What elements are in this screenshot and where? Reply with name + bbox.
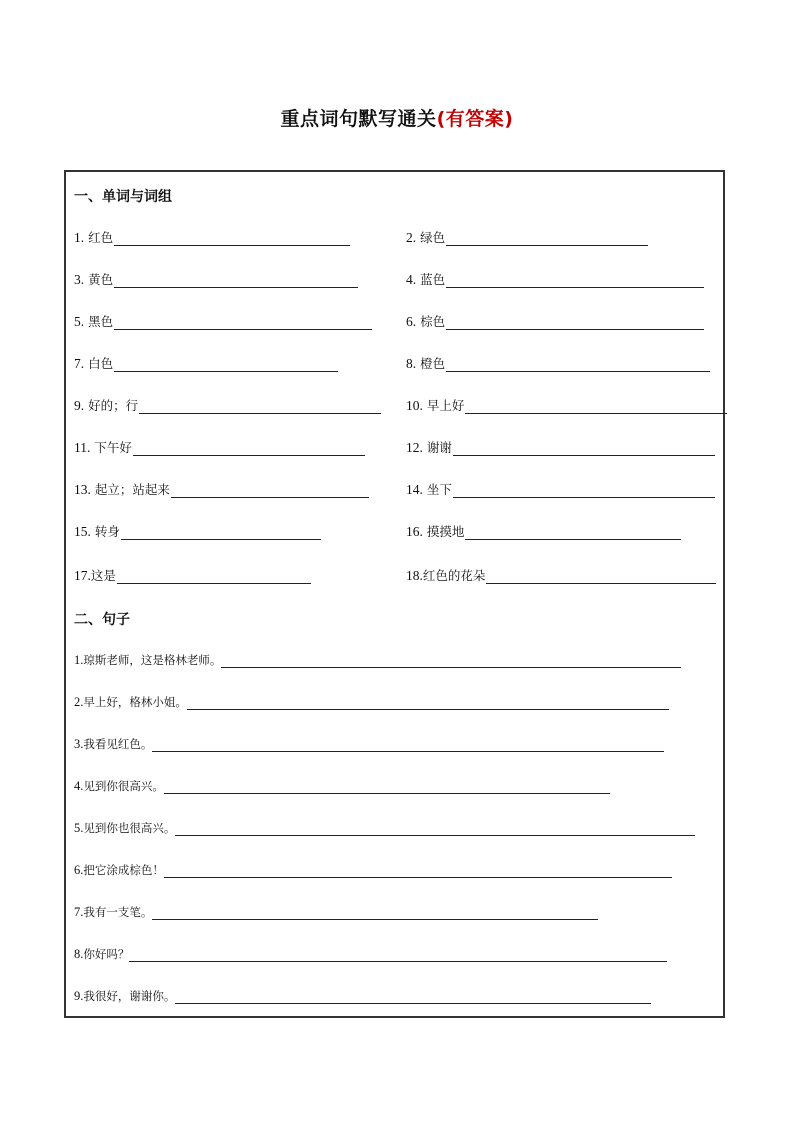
vocab-item-14: 14. 坐下 xyxy=(406,480,715,498)
vocab-item-7: 7. 白色 xyxy=(74,354,338,372)
answer-line[interactable] xyxy=(133,441,365,456)
vocab-item-16: 16. 摸摸地 xyxy=(406,522,681,540)
answer-line[interactable] xyxy=(446,273,704,288)
answer-line[interactable] xyxy=(453,483,715,498)
title-main: 重点词句默写通关 xyxy=(280,108,437,130)
sentence-item-1: 1. 琼斯老师，这是格林老师。 xyxy=(74,652,681,668)
sentence-heading: 二、句子 xyxy=(74,612,130,628)
sentence-item-4: 4. 见到你很高兴。 xyxy=(74,778,610,794)
vocab-item-1: 1. 红色 xyxy=(74,228,350,246)
vocab-item-2: 2. 绿色 xyxy=(406,228,648,246)
answer-line[interactable] xyxy=(152,738,664,752)
answer-line[interactable] xyxy=(114,315,372,330)
sentence-item-2: 2. 早上好，格林小姐。 xyxy=(74,694,669,710)
answer-line[interactable] xyxy=(171,483,369,498)
sentence-item-6: 6. 把它涂成棕色！ xyxy=(74,862,672,878)
vocab-item-9: 9. 好的；行 xyxy=(74,396,381,414)
vocab-item-17: 17. 这是 xyxy=(74,566,311,584)
answer-line[interactable] xyxy=(221,654,681,668)
answer-line[interactable] xyxy=(129,948,667,962)
answer-line[interactable] xyxy=(114,273,358,288)
vocab-item-4: 4. 蓝色 xyxy=(406,270,704,288)
answer-line[interactable] xyxy=(114,357,338,372)
answer-line[interactable] xyxy=(486,569,716,584)
sentence-item-7: 7. 我有一支笔。 xyxy=(74,904,598,920)
answer-line[interactable] xyxy=(446,231,648,246)
answer-line[interactable] xyxy=(117,569,311,584)
answer-line[interactable] xyxy=(139,399,381,414)
vocab-item-13: 13. 起立；站起来 xyxy=(74,480,369,498)
answer-line[interactable] xyxy=(446,315,704,330)
answer-line[interactable] xyxy=(446,357,710,372)
sentence-item-5: 5. 见到你也很高兴。 xyxy=(74,820,695,836)
answer-line[interactable] xyxy=(465,399,727,414)
vocab-item-10: 10. 早上好 xyxy=(406,396,727,414)
vocab-item-5: 5. 黑色 xyxy=(74,312,372,330)
answer-line[interactable] xyxy=(164,864,672,878)
vocab-item-3: 3. 黄色 xyxy=(74,270,358,288)
vocab-item-6: 6. 棕色 xyxy=(406,312,704,330)
answer-line[interactable] xyxy=(175,822,695,836)
answer-line[interactable] xyxy=(187,696,669,710)
answer-line[interactable] xyxy=(121,525,321,540)
page-title xyxy=(0,104,794,131)
vocab-item-12: 12. 谢谢 xyxy=(406,438,715,456)
vocab-item-15: 15. 转身 xyxy=(74,522,321,540)
vocab-heading: 一、单词与词组 xyxy=(74,189,172,205)
worksheet-box xyxy=(64,170,725,1018)
answer-line[interactable] xyxy=(164,780,610,794)
answer-line[interactable] xyxy=(152,906,598,920)
vocab-item-11: 11. 下午好 xyxy=(74,438,365,456)
sentence-item-9: 9. 我很好，谢谢你。 xyxy=(74,988,651,1004)
sentence-item-3: 3. 我看见红色。 xyxy=(74,736,664,752)
answer-line[interactable] xyxy=(453,441,715,456)
answer-line[interactable] xyxy=(175,990,651,1004)
answer-line[interactable] xyxy=(465,525,681,540)
vocab-item-18: 18. 红色的花朵 xyxy=(406,566,716,584)
vocab-item-8: 8. 橙色 xyxy=(406,354,710,372)
answer-line[interactable] xyxy=(114,231,350,246)
title-accent: (有答案) xyxy=(436,108,514,130)
sentence-item-8: 8. 你好吗？ xyxy=(74,946,667,962)
